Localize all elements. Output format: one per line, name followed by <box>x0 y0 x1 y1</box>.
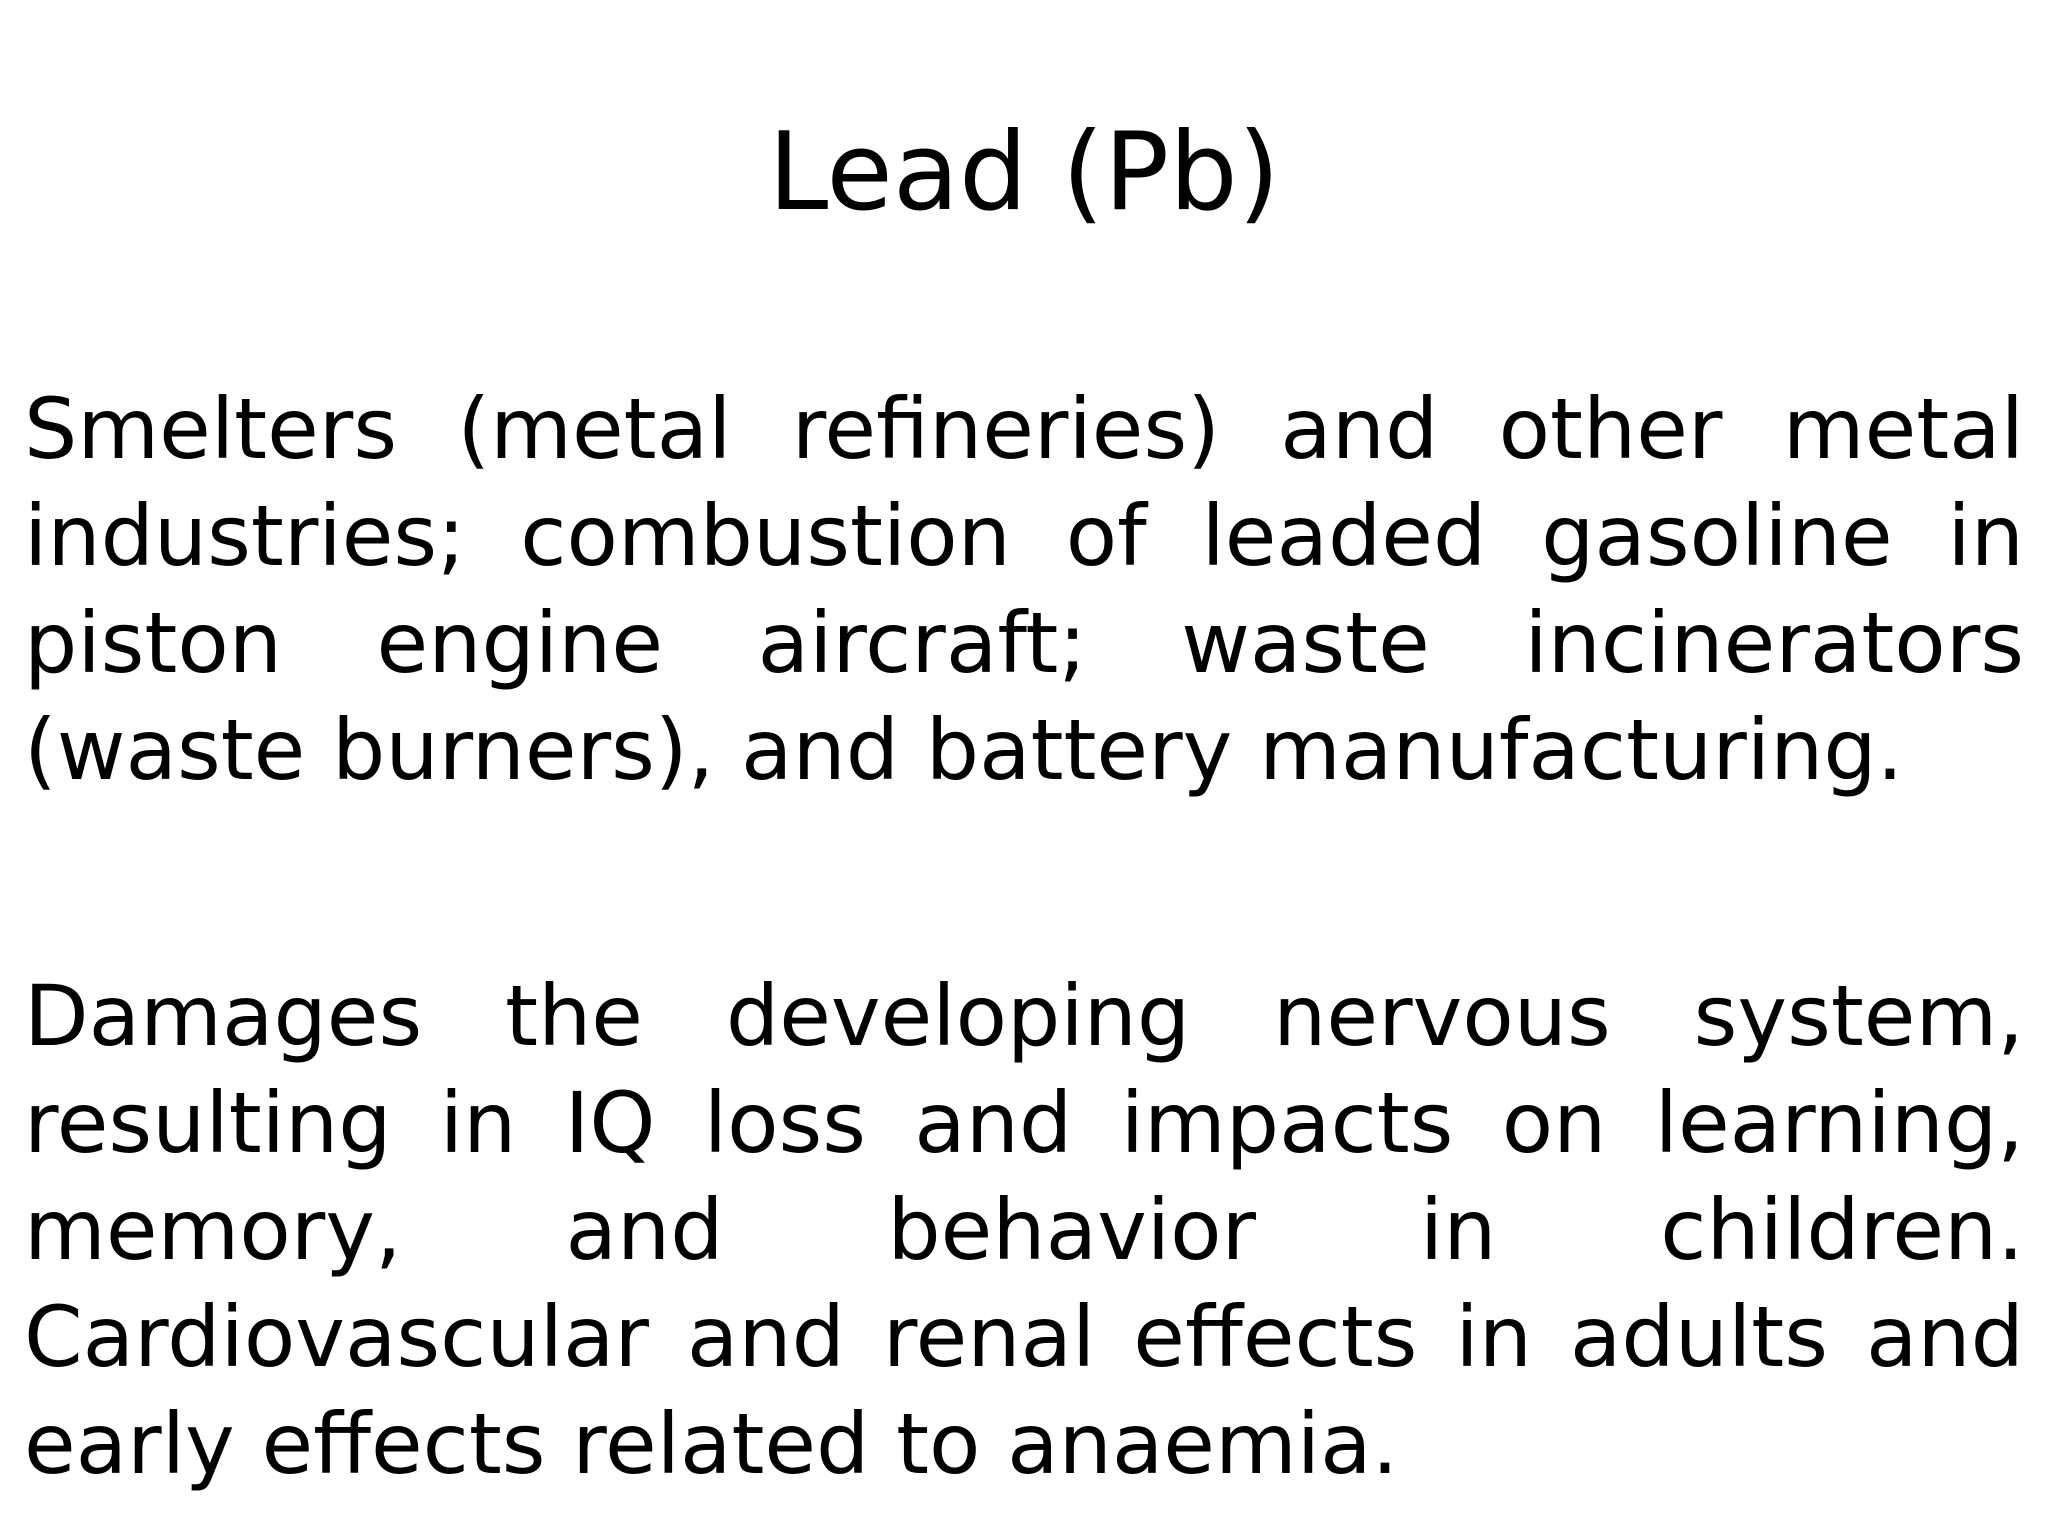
slide-title: Lead (Pb) <box>768 110 1280 235</box>
sources-paragraph: Smelters (metal refineries) and other metal industries; combustion of leaded gasoline in piston engine aircraft; waste incinerators (waste burners), and battery manufacturing. <box>24 380 2024 799</box>
health-effects-paragraph: Damages the developing nervous system, resulting in IQ loss and impacts on learning, memory, and behavior in children. Cardiovascular and renal effects in adults and early effects related to anaemia. <box>24 967 2024 1493</box>
